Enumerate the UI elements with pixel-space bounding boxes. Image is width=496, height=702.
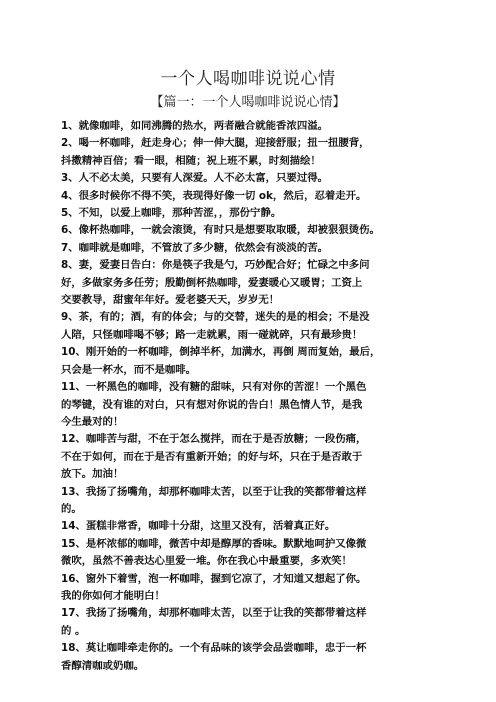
text-line: 5、不知，以爱上咖啡，那种苦涩，，那份宁静。: [61, 207, 282, 220]
text-line: 18、莫让咖啡牵走你的。一个有品味的该学会品尝咖啡，忠于一杯: [61, 642, 367, 655]
text-line: 16、窗外下着雪，泡一杯咖啡，握到它凉了，才知道又想起了你。: [61, 572, 367, 585]
text-line: 香醇清咖或奶咖。: [61, 659, 145, 672]
document-body: [61, 118, 441, 675]
text-line: 7、咖啡就是咖啡，不管放了多少糖，依然会有淡淡的苦。: [61, 241, 328, 254]
text-line: 3、人不必太美，只要有人深爱。人不必太富，只要过得。: [61, 172, 328, 185]
text-line: 放下。加油！: [61, 468, 124, 481]
text-line: 12、咖啡苦与甜，不在于怎么搅拌，而在于是否放糖；一段伤痛，: [61, 433, 367, 446]
text-line: 13、我扬了扬嘴角，却那杯咖啡太苦，以至于让我的笑都带着这样: [61, 485, 367, 498]
text-line: 4、很多时候你不得不笑，表现得好像一切 ok，然后，忍着走开。: [61, 189, 367, 202]
document-subtitle: 【篇一：一个人喝咖啡说说心情】: [150, 95, 346, 110]
text-line: 6、像杯热咖啡，一就会滚烫，有时只是想要取取暖，却被狠狠烫伤。: [61, 224, 380, 237]
text-line: 14、蛋糕非常香，咖啡十分甜，这里又没有，活着真正好。: [61, 520, 336, 533]
text-line: 的琴键，没有谁的对白，只有想对你说的告白！黑色情人节，是我: [61, 398, 363, 411]
text-line: 好，多做家务多任劳；殷勤倒杯热咖啡，爱妻暖心又暖胃；工资上: [61, 276, 363, 289]
text-line: 交要教导，甜蜜年年好。爱老婆天天，岁岁无！: [61, 294, 280, 307]
document-title: 一个人喝咖啡说说心情: [160, 69, 336, 89]
text-line: 11、一杯黑色的咖啡，没有糖的甜味，只有对你的苦涩！一个黑色: [61, 381, 367, 394]
text-line: 微吹，虽然不善表达心里爱一堆。你在我心中最重要，多欢笑！: [61, 555, 352, 568]
text-line: 的 。: [61, 624, 86, 637]
text-line: 10、刚开始的一杯咖啡，倒掉半杯，加满水，再倒 周而复始，最后，: [61, 346, 381, 359]
text-line: 9、茶，有的；酒，有的体会；与的交替，迷失的是的相会；不是没: [61, 311, 370, 324]
text-line: 的。: [61, 502, 82, 515]
text-line: 8、妻，爱妻日告白：你是筷子我是勺，巧妙配合好；忙碌之中多问: [61, 259, 370, 272]
text-line: 人陪，只怪咖啡喝不够；路一走就累，雨一碰就碎，只有最珍贵！: [61, 328, 363, 341]
text-line: 2、喝一杯咖啡，赶走身心；伸一伸大腿，迎接舒服；扭一扭腰背，: [61, 137, 370, 150]
text-line: 15、是杯浓郁的咖啡，微苦中却是醇厚的香味。默默地呵护又像微: [61, 537, 367, 550]
text-line: 不在于如何，而在于是否有重新开始；的好与坏，只在于是否敢于: [61, 450, 363, 463]
text-line: 只会是一杯水，而不是咖啡。: [61, 363, 197, 376]
text-line: 17、我扬了扬嘴角，却那杯咖啡太苦，以至于让我的笑都带着这样: [61, 607, 367, 620]
text-line: 今生最对的！: [61, 415, 124, 428]
text-line: 抖擞精神百倍；看一眼，相随；祝上班不累，时刻描绘！: [61, 154, 321, 167]
text-line: 1、就像咖啡，如同沸腾的热水，两者融合就能香浓四溢。: [61, 120, 328, 132]
text-line: 我的你如何才能明白！: [61, 589, 165, 602]
